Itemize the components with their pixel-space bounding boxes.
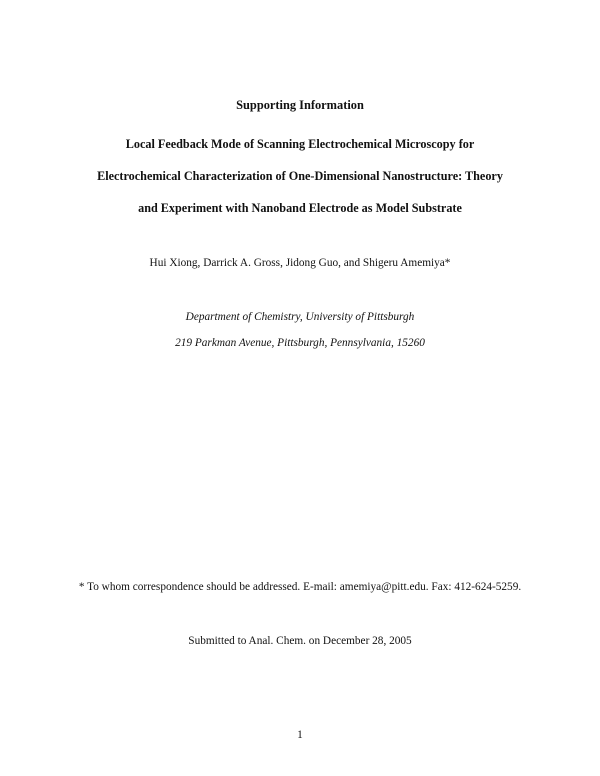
supporting-information-heading: Supporting Information [236, 98, 364, 112]
page-number: 1 [297, 729, 303, 741]
title-line-1: Local Feedback Mode of Scanning Electrochemical Microscopy for [125, 137, 475, 151]
correspondence-note: * To whom correspondence should be addressed. E-mail: amemiya@pitt.edu. Fax: 412-624-5259. [78, 581, 522, 593]
affiliation-address: 219 Parkman Avenue, Pittsburgh, Pennsylvania, 15260 [175, 337, 425, 349]
author-list: Hui Xiong, Darrick A. Gross, Jidong Guo, and Shigeru Amemiya* [149, 257, 451, 269]
affiliation-department: Department of Chemistry, University of Pittsburgh [185, 311, 415, 323]
title-line-3: and Experiment with Nanoband Electrode as Model Substrate [138, 201, 462, 215]
title-line-2: Electrochemical Characterization of One-Dimensional Nanostructure: Theory [97, 169, 503, 183]
submission-note: Submitted to Anal. Chem. on December 28, 2005 [188, 635, 412, 647]
